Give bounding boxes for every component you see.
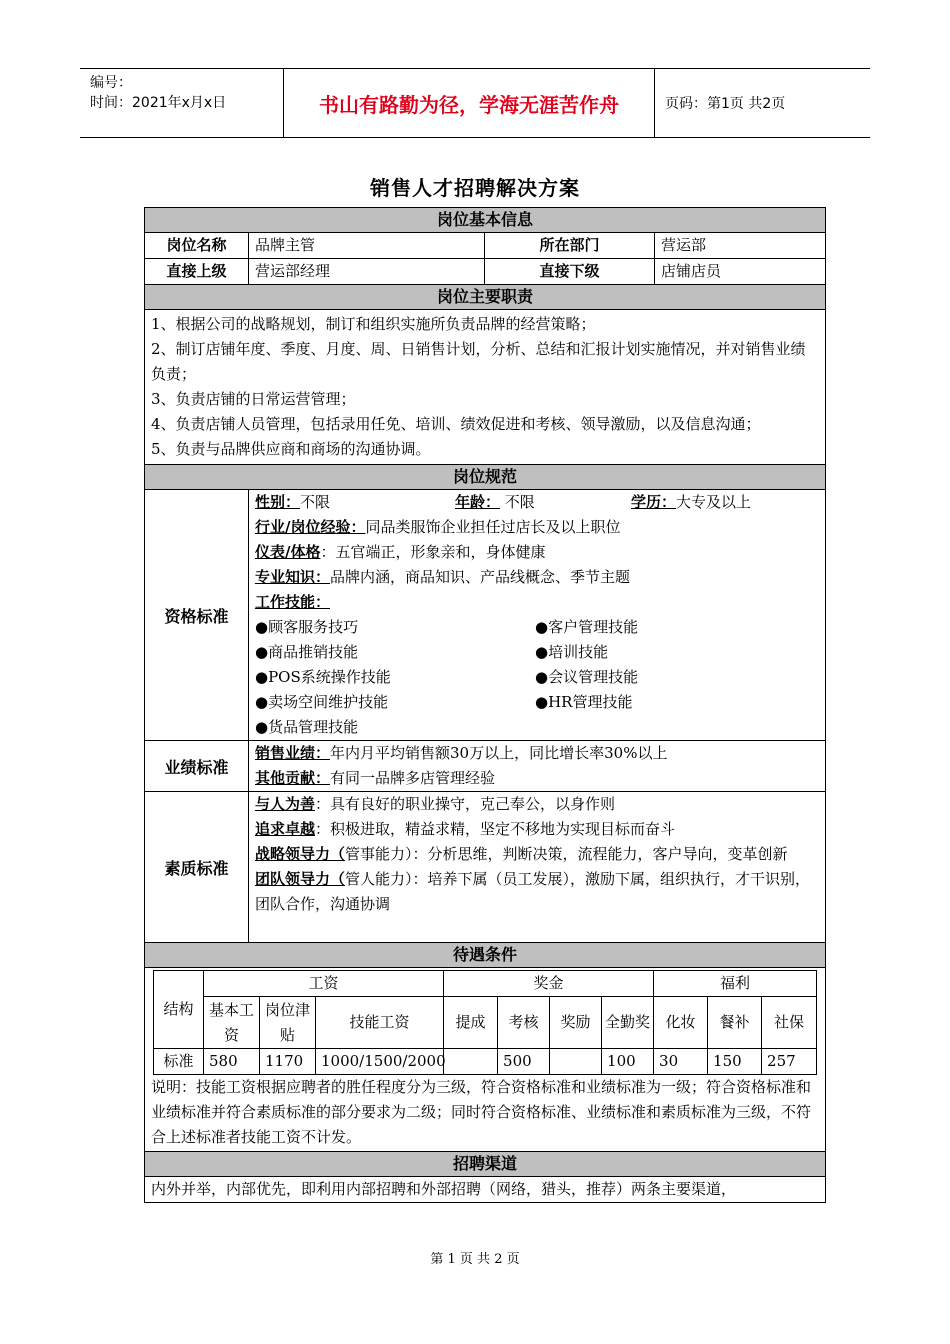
skills-label: 工作技能： bbox=[255, 593, 331, 611]
education-label: 学历： bbox=[631, 493, 677, 511]
experience-label: 行业/岗位经验： bbox=[255, 518, 366, 536]
other-contrib-value: 有同一品牌多店管理经验 bbox=[330, 769, 496, 787]
section-basic-heading: 岗位基本信息 bbox=[145, 208, 826, 233]
channel-text: 内外并举，内部优先，即利用内部招聘和外部招聘（网络，猎头，推荐）两条主要渠道， bbox=[145, 1177, 826, 1203]
duty-item: 2、制订店铺年度、季度、月度、周、日销售计划，分析、总结和汇报计划实施情况，并对销售业绩负责； bbox=[151, 340, 806, 383]
skill-item: ●培训技能 bbox=[535, 643, 609, 661]
number-label: 编号： bbox=[90, 75, 132, 91]
other-contrib-label: 其他贡献： bbox=[255, 769, 331, 787]
pay-col-header: 社保 bbox=[762, 997, 817, 1049]
quality-item-label: 追求卓越 bbox=[255, 820, 316, 838]
skill-item: ●客户管理技能 bbox=[535, 618, 639, 636]
section-pay-heading: 待遇条件 bbox=[145, 943, 826, 968]
appearance-label: 仪表/体格 bbox=[255, 543, 321, 561]
header-meta bbox=[80, 69, 284, 137]
pay-col-header: 化妆 bbox=[654, 997, 708, 1049]
pay-value bbox=[550, 1049, 602, 1075]
age-label: 年龄： bbox=[455, 493, 501, 511]
recruitment-form bbox=[144, 207, 825, 1203]
document-header bbox=[80, 68, 870, 138]
skill-item: ●卖场空间维护技能 bbox=[255, 693, 389, 711]
skill-item: ●货品管理技能 bbox=[255, 718, 359, 736]
skill-item: ●POS系统操作技能 bbox=[255, 668, 391, 686]
duties-list bbox=[145, 310, 826, 465]
quality-item-label: 团队领导力（ bbox=[255, 870, 346, 888]
duty-item: 4、负责店铺人员管理，包括录用任免、培训、绩效促进和考核、领导激励，以及信息沟通； bbox=[151, 415, 761, 433]
gender-value: 不限 bbox=[300, 493, 331, 511]
pay-value: 30 bbox=[654, 1049, 708, 1075]
pay-value: 100 bbox=[602, 1049, 654, 1075]
gender-label: 性别： bbox=[255, 493, 301, 511]
pay-col-header: 岗位津贴 bbox=[260, 997, 316, 1049]
superior-label: 直接上级 bbox=[145, 259, 249, 285]
quality-item-label: 与人为善 bbox=[255, 795, 316, 813]
superior-value: 营运部经理 bbox=[249, 259, 485, 285]
education-value: 大专及以上 bbox=[676, 493, 752, 511]
skill-item: ●会议管理技能 bbox=[535, 668, 639, 686]
skill-item: ●商品推销技能 bbox=[255, 643, 359, 661]
pay-structure-label: 结构 bbox=[154, 971, 204, 1049]
pay-value: 1170 bbox=[260, 1049, 316, 1075]
experience-value: 同品类服饰企业担任过店长及以上职位 bbox=[365, 518, 621, 536]
pay-row-label: 标准 bbox=[154, 1049, 204, 1075]
pay-col-header: 奖励 bbox=[550, 997, 602, 1049]
sales-label: 销售业绩： bbox=[255, 744, 331, 762]
pay-bonus-group: 奖金 bbox=[444, 971, 654, 997]
position-name-label: 岗位名称 bbox=[145, 233, 249, 259]
basic-requirements bbox=[255, 490, 819, 515]
section-spec-heading: 岗位规范 bbox=[145, 465, 826, 490]
quality-label: 素质标准 bbox=[145, 792, 249, 943]
quality-item-value: 管事能力）：分析思维，判断决策，流程能力，客户导向，变革创新 bbox=[345, 845, 788, 863]
position-name-value: 品牌主管 bbox=[249, 233, 485, 259]
pay-col-header: 全勤奖 bbox=[602, 997, 654, 1049]
duty-item: 3、负责店铺的日常运营管理； bbox=[151, 390, 356, 408]
knowledge-label: 专业知识： bbox=[255, 568, 331, 586]
pay-table bbox=[153, 970, 817, 1075]
section-channel-heading: 招聘渠道 bbox=[145, 1152, 826, 1177]
pay-col-header: 提成 bbox=[444, 997, 498, 1049]
header-page-label: 页码：第1页 共2页 bbox=[665, 96, 786, 112]
time-label: 时间：2021年x月x日 bbox=[90, 95, 227, 111]
knowledge-value: 品牌内涵，商品知识、产品线概念、季节主题 bbox=[330, 568, 631, 586]
pay-col-header: 技能工资 bbox=[316, 997, 444, 1049]
skill-item: ●顾客服务技巧 bbox=[255, 618, 359, 636]
duty-item: 1、根据公司的战略规划，制订和组织实施所负责品牌的经营策略； bbox=[151, 315, 596, 333]
pay-note: 说明：技能工资根据应聘者的胜任程度分为三级，符合资格标准和业绩标准为一级；符合资格标准和业绩标准并符合素质标准的部分要求为二级；同时符合资格标准、业绩标准和素质标准为三级，不符合上述标准者技能工资不计发。 bbox=[151, 1078, 812, 1146]
subordinate-label: 直接下级 bbox=[485, 259, 655, 285]
quality-item-value: 管人能力）：培养下属（员工发展），激励下属，组织执行，才干识别，团队合作，沟通协调 bbox=[255, 870, 811, 913]
quality-item-value: ：积极进取，精益求精，坚定不移地为实现目标而奋斗 bbox=[315, 820, 676, 838]
department-label: 所在部门 bbox=[485, 233, 655, 259]
qualification-label: 资格标准 bbox=[145, 490, 249, 741]
pay-value: 1000/1500/2000 bbox=[316, 1049, 444, 1075]
header-slogan: 书山有路勤为径，学海无涯苦作舟 bbox=[284, 69, 655, 137]
pay-value: 150 bbox=[708, 1049, 762, 1075]
pay-salary-group: 工资 bbox=[204, 971, 444, 997]
quality-content bbox=[249, 792, 826, 943]
page-title: 销售人才招聘解决方案 bbox=[370, 176, 580, 200]
performance-content bbox=[249, 741, 826, 792]
pay-value: 257 bbox=[762, 1049, 817, 1075]
pay-col-header: 基本工资 bbox=[204, 997, 260, 1049]
subordinate-value: 店铺店员 bbox=[655, 259, 826, 285]
pay-value bbox=[444, 1049, 498, 1075]
pay-welfare-group: 福利 bbox=[654, 971, 817, 997]
quality-item-value: ：具有良好的职业操守，克己奉公，以身作则 bbox=[315, 795, 616, 813]
performance-label: 业绩标准 bbox=[145, 741, 249, 792]
age-value: 不限 bbox=[500, 493, 535, 511]
duty-item: 5、负责与品牌供应商和商场的沟通协调。 bbox=[151, 440, 431, 458]
department-value: 营运部 bbox=[655, 233, 826, 259]
quality-item-label: 战略领导力（ bbox=[255, 845, 346, 863]
pay-col-header: 考核 bbox=[498, 997, 550, 1049]
sales-value: 年内月平均销售额30万以上，同比增长率30%以上 bbox=[330, 744, 668, 762]
form-table bbox=[144, 207, 826, 1203]
page-footer: 第 1 页 共 2 页 bbox=[430, 1252, 520, 1267]
qualification-content bbox=[249, 490, 826, 741]
appearance-value: ：五官端正，形象亲和，身体健康 bbox=[320, 543, 546, 561]
pay-value: 580 bbox=[204, 1049, 260, 1075]
skill-item: ●HR管理技能 bbox=[535, 693, 633, 711]
section-duties-heading: 岗位主要职责 bbox=[145, 285, 826, 310]
pay-section bbox=[145, 968, 826, 1152]
pay-value: 500 bbox=[498, 1049, 550, 1075]
pay-col-header: 餐补 bbox=[708, 997, 762, 1049]
